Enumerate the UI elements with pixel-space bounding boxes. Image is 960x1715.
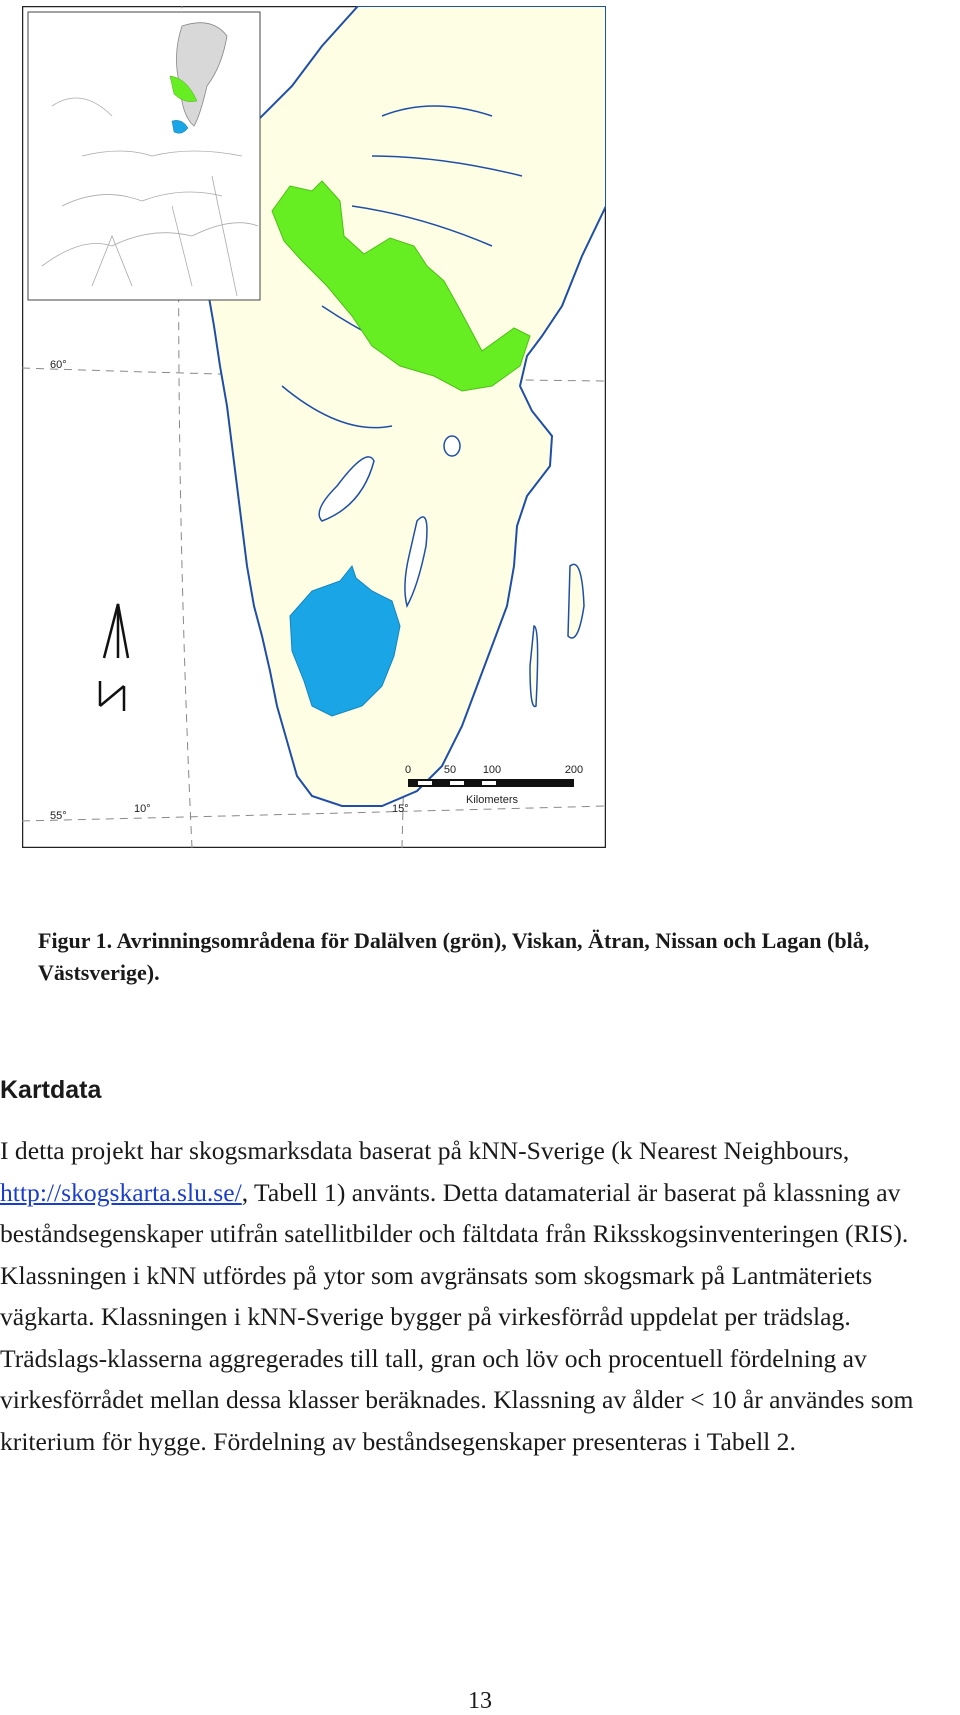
label-lat-55: 55° <box>50 810 67 822</box>
section-paragraph <box>0 1130 960 1462</box>
inset-europe-map <box>28 12 260 300</box>
scale-unit: Kilometers <box>466 794 518 806</box>
paragraph-text-end: , Tabell 1) använts. Detta datamaterial är baserat på klassning av beståndsegenskaper utifrån satellitbilder och fältdata från Riksskogsinventeringen (RIS). Klassningen i kNN utfördes på ytor som avgränsats som skogsmark på Lantmäteriets vägkarta. Klassningen i kNN-Sverige bygger på virkesförråd uppdelat per trädslag. Trädslags-klasserna aggregerades till tall, gran och löv och procentuell fördelning av virkesförrådet mellan dessa klasser beräknades. Klassning av ålder < 10 år användes som kriterium för hygge. Fördelning av beståndsegenskaper presenteras i Tabell 2. <box>0 1177 914 1456</box>
section-heading: Kartdata <box>0 1076 102 1104</box>
label-lon-15: 15° <box>392 803 409 815</box>
skogskarta-link[interactable]: http://skogskarta.slu.se/ <box>0 1177 242 1207</box>
page-number: 13 <box>468 1688 492 1714</box>
catchment-map <box>22 6 606 848</box>
label-lon-10: 10° <box>134 803 151 815</box>
scale-tick-100: 100 <box>482 764 502 776</box>
scale-tick-200: 200 <box>564 764 584 776</box>
scale-tick-50: 50 <box>443 764 457 776</box>
label-lat-60: 60° <box>50 359 67 371</box>
figure-caption: Figur 1. Avrinningsområdena för Dalälven (grön), Viskan, Ätran, Nissan och Lagan (blå, Västsverige). <box>38 928 870 985</box>
scale-tick-0: 0 <box>404 764 412 776</box>
paragraph-text-start: I detta projekt har skogsmarksdata baserat på kNN-Sverige (k Nearest Neighbours, <box>0 1136 850 1165</box>
